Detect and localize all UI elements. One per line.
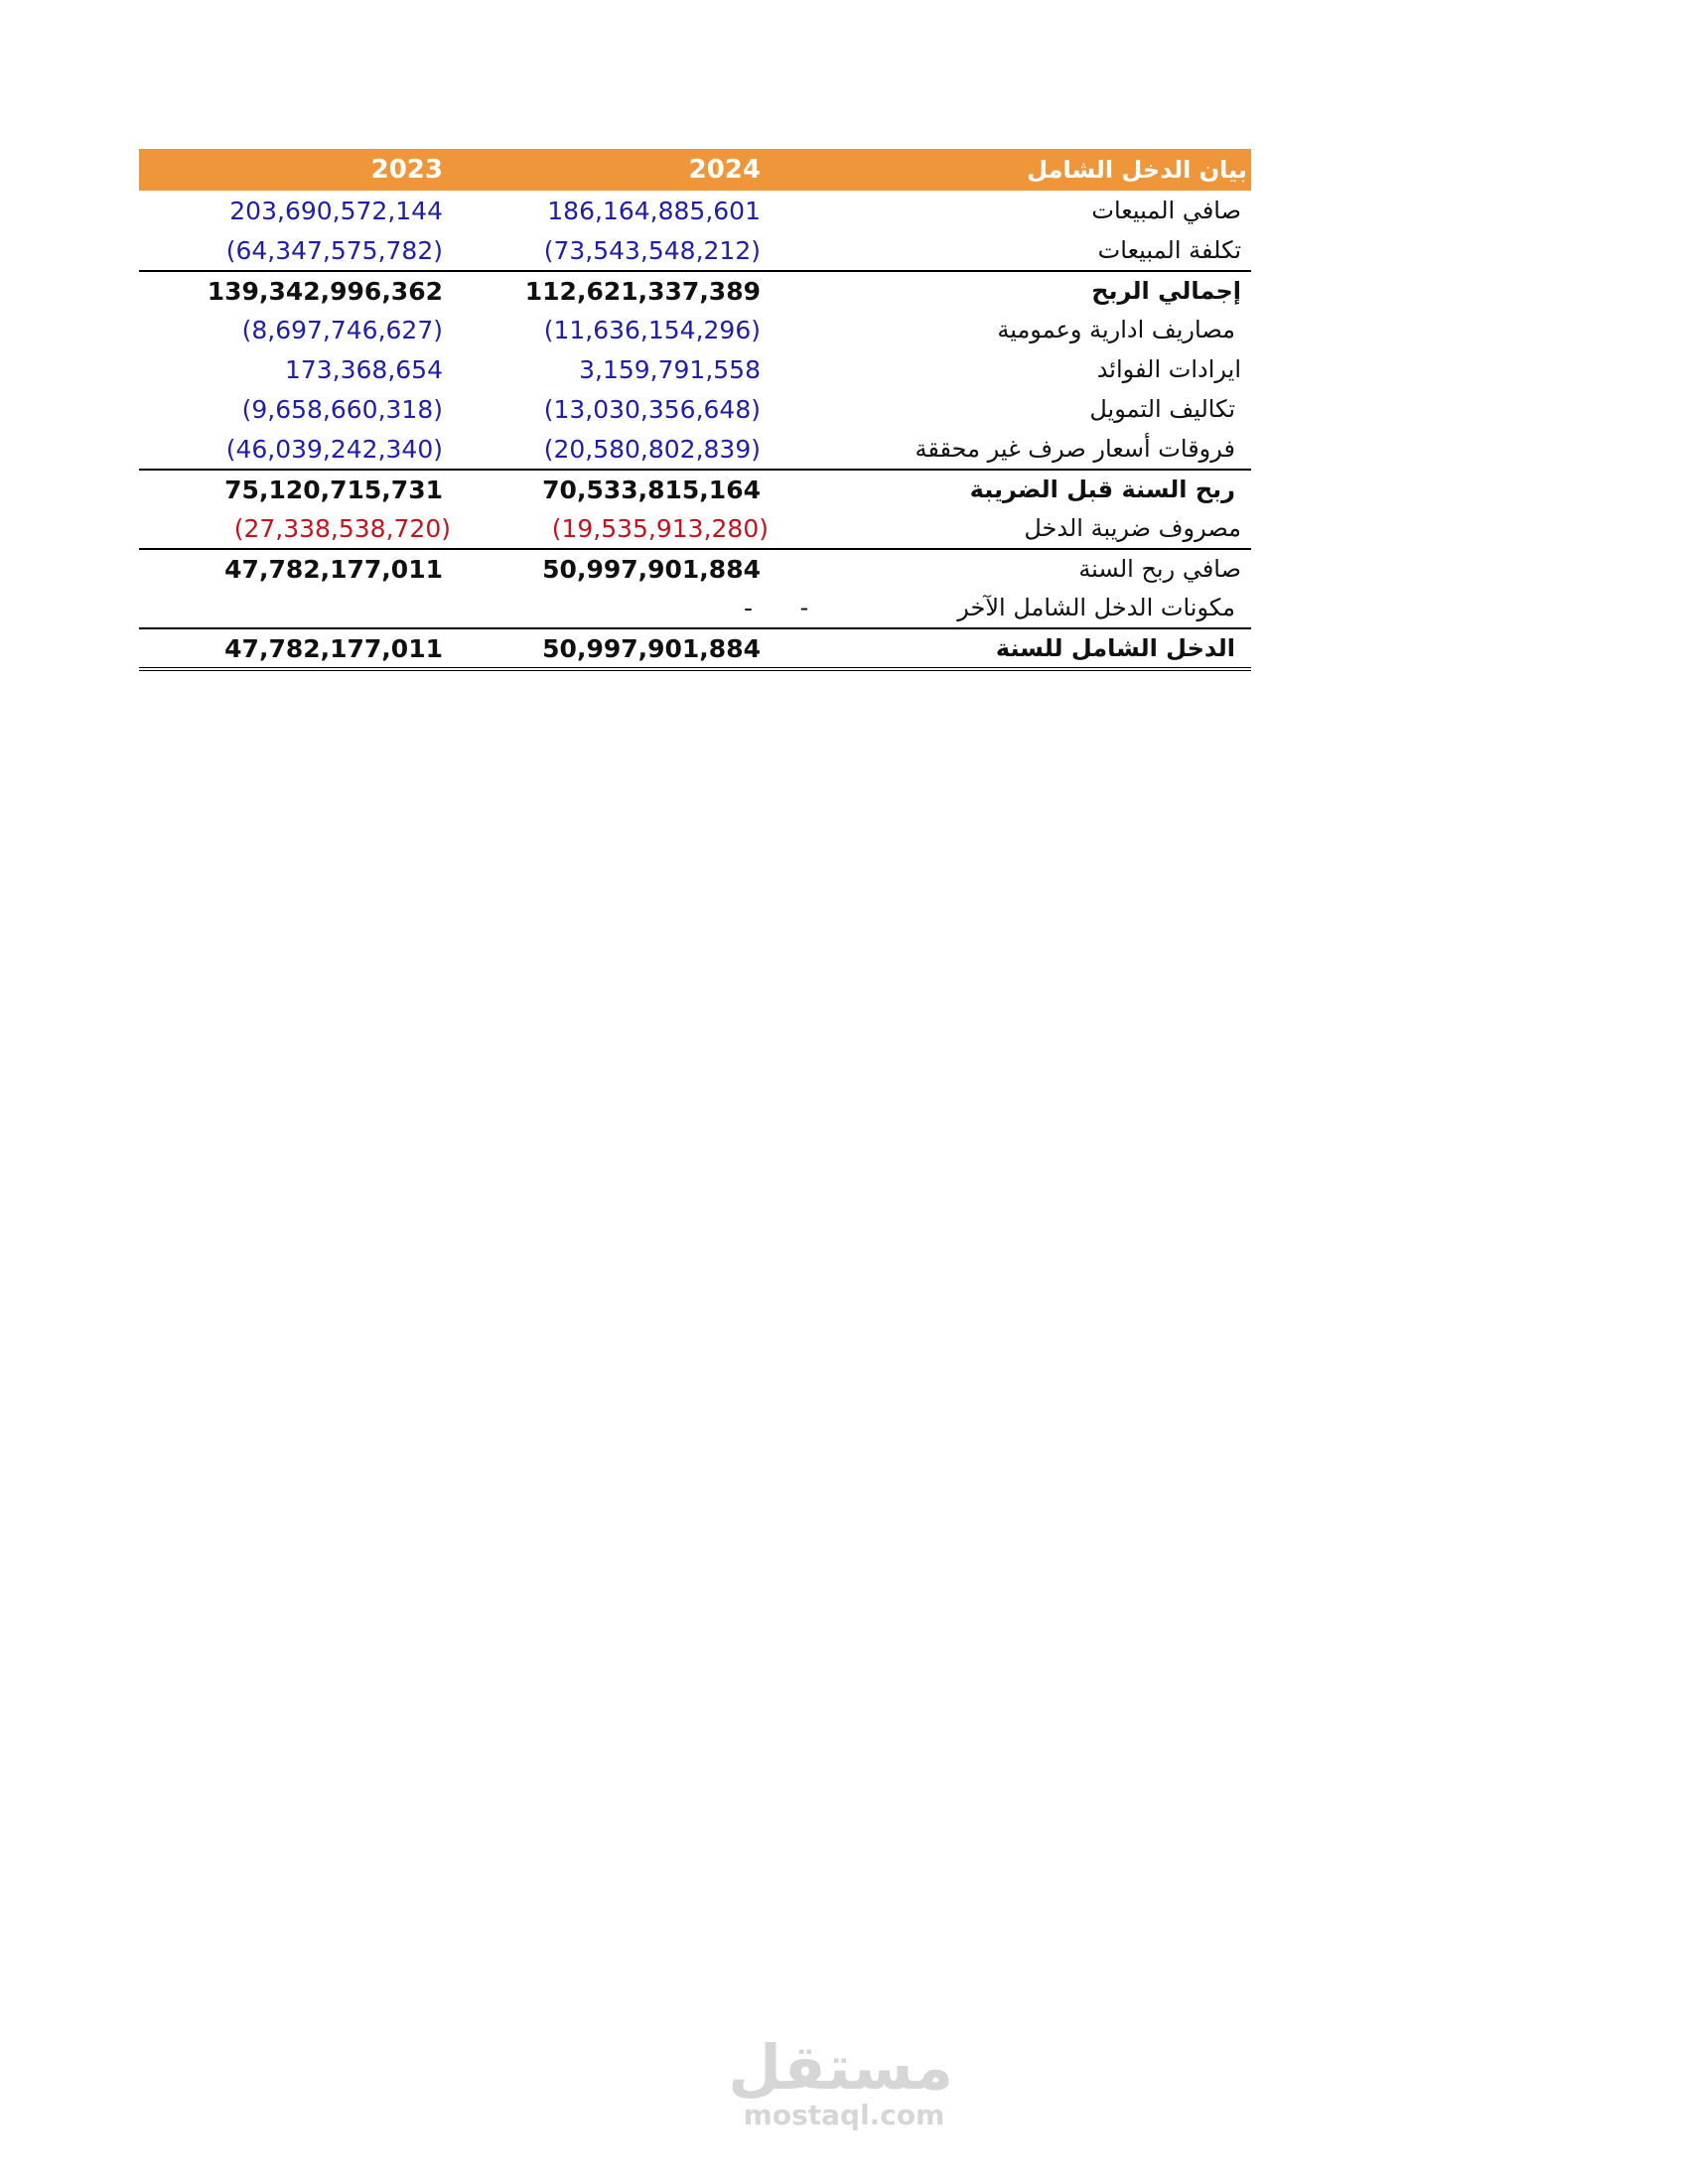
table-row <box>139 588 1251 627</box>
mostaql-watermark <box>728 2031 953 2131</box>
table-row <box>139 429 1251 469</box>
row-label: ايرادات الفوائد <box>1096 355 1241 383</box>
table-row <box>139 548 1251 588</box>
row-label: مكونات الدخل الشامل الآخر <box>957 594 1235 621</box>
value-2024: (19,535,913,280) <box>551 513 769 543</box>
row-label: الدخل الشامل للسنة <box>995 634 1235 662</box>
row-label: صافي ربح السنة <box>1078 555 1241 583</box>
header-2023: 2023 <box>370 155 443 185</box>
value-2023: (64,347,575,782) <box>225 235 443 265</box>
table-row <box>139 230 1251 270</box>
value-2023: 139,342,996,362 <box>207 276 443 306</box>
table-row <box>139 270 1251 310</box>
value-2024: 50,997,901,884 <box>542 554 761 584</box>
value-2024: 3,159,791,558 <box>579 354 761 384</box>
label-dash: - <box>799 594 809 621</box>
row-label-wrap <box>774 594 1251 621</box>
row-label: مصاريف ادارية وعمومية <box>997 316 1235 343</box>
table-row <box>139 310 1251 349</box>
table-row <box>139 191 1251 230</box>
watermark-arabic: مستقل <box>728 2031 953 2104</box>
value-2024: (13,030,356,648) <box>543 394 761 424</box>
value-2023: (9,658,660,318) <box>241 394 443 424</box>
row-label: فروقات أسعار صرف غير محققة <box>914 435 1235 463</box>
value-2024: - <box>743 593 753 622</box>
value-2023: 203,690,572,144 <box>229 196 443 225</box>
value-2023: (8,697,746,627) <box>241 315 443 344</box>
value-2024: 70,533,815,164 <box>542 475 761 504</box>
table-header <box>139 149 1251 191</box>
value-2023: 173,368,654 <box>284 354 443 384</box>
value-2024: 50,997,901,884 <box>542 633 761 663</box>
row-label: ربح السنة قبل الضريبة <box>969 476 1235 503</box>
value-2024: 112,621,337,389 <box>524 276 761 306</box>
table-row <box>139 627 1251 671</box>
row-label: صافي المبيعات <box>1091 197 1241 224</box>
value-2024: (11,636,154,296) <box>543 315 761 344</box>
value-2024: (20,580,802,839) <box>543 434 761 464</box>
table-row <box>139 469 1251 508</box>
row-label: إجمالي الربح <box>1091 277 1241 305</box>
value-2023: 47,782,177,011 <box>224 633 443 663</box>
value-2023: (27,338,538,720) <box>233 513 451 543</box>
value-2024: 186,164,885,601 <box>547 196 761 225</box>
row-label: تكلفة المبيعات <box>1097 236 1241 264</box>
value-2023: 75,120,715,731 <box>224 475 443 504</box>
income-statement-table <box>139 149 1251 671</box>
value-2023: 47,782,177,011 <box>224 554 443 584</box>
value-2024: (73,543,548,212) <box>543 235 761 265</box>
table-row <box>139 389 1251 429</box>
value-2023: (46,039,242,340) <box>225 434 443 464</box>
table-row <box>139 508 1251 548</box>
statement-title: بيان الدخل الشامل <box>1027 156 1247 184</box>
row-label: تكاليف التمويل <box>1089 395 1235 423</box>
table-row <box>139 349 1251 389</box>
header-2024: 2024 <box>688 155 761 185</box>
watermark-latin: mostaql.com <box>743 2099 945 2131</box>
row-label: مصروف ضريبة الدخل <box>1024 514 1241 542</box>
